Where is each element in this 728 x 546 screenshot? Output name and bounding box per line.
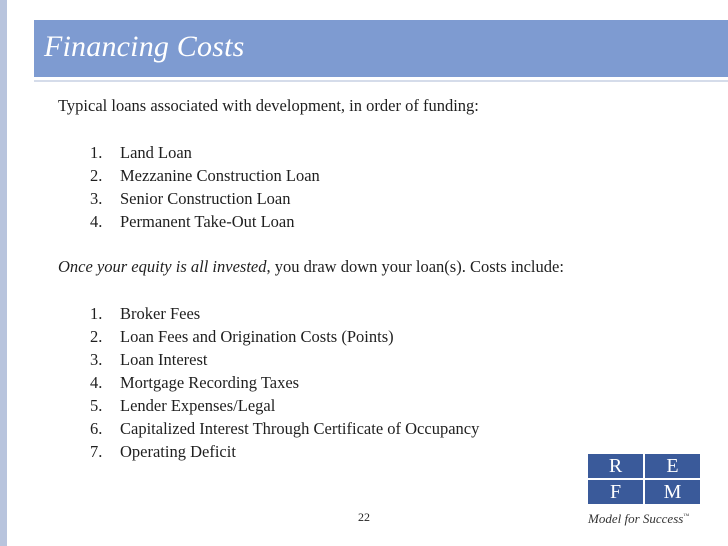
logo-letter: F — [588, 480, 643, 504]
list-number: 6. — [90, 419, 103, 438]
logo-letter: M — [645, 480, 700, 504]
page-number: 22 — [358, 510, 370, 524]
refm-logo — [588, 454, 700, 504]
list-number: 5. — [90, 396, 103, 415]
list-text: Permanent Take-Out Loan — [120, 212, 295, 231]
list-item — [90, 187, 320, 210]
list-item — [90, 302, 479, 325]
costs-list — [90, 302, 479, 463]
costs-intro-italic: Once your equity is all invested — [58, 257, 267, 276]
logo-letter: R — [588, 454, 643, 478]
logo-letter: E — [645, 454, 700, 478]
list-item — [90, 164, 320, 187]
list-item — [90, 371, 479, 394]
list-item — [90, 210, 320, 233]
list-number: 1. — [90, 143, 103, 162]
list-item — [90, 417, 479, 440]
list-text: Senior Construction Loan — [120, 189, 291, 208]
list-text: Loan Interest — [120, 350, 208, 369]
list-item — [90, 141, 320, 164]
list-item — [90, 394, 479, 417]
list-number: 4. — [90, 212, 103, 231]
list-number: 7. — [90, 442, 103, 461]
list-text: Land Loan — [120, 143, 192, 162]
list-number: 3. — [90, 189, 103, 208]
list-text: Loan Fees and Origination Costs (Points) — [120, 327, 394, 346]
costs-intro-rest: , you draw down your loan(s). Costs include: — [266, 257, 564, 276]
trademark-mark: ™ — [683, 513, 690, 520]
slide-title: Financing Costs — [44, 30, 245, 63]
title-bar — [34, 20, 728, 77]
list-text: Lender Expenses/Legal — [120, 396, 276, 415]
list-text: Capitalized Interest Through Certificate of Occupancy — [120, 419, 480, 438]
list-item — [90, 440, 479, 463]
list-text: Broker Fees — [120, 304, 201, 323]
list-number: 1. — [90, 304, 103, 323]
list-number: 2. — [90, 166, 103, 185]
left-accent-rule — [0, 0, 7, 546]
list-text: Operating Deficit — [120, 442, 236, 461]
list-text: Mortgage Recording Taxes — [120, 373, 300, 392]
list-text: Mezzanine Construction Loan — [120, 166, 320, 185]
list-item — [90, 325, 479, 348]
tagline-text: Model for Success — [588, 511, 684, 526]
list-number: 2. — [90, 327, 103, 346]
loans-list — [90, 141, 320, 233]
title-divider — [34, 80, 728, 82]
list-number: 4. — [90, 373, 103, 392]
list-item — [90, 348, 479, 371]
loans-intro: Typical loans associated with development, in order of funding: — [58, 96, 479, 115]
list-number: 3. — [90, 350, 103, 369]
costs-intro — [58, 257, 564, 277]
